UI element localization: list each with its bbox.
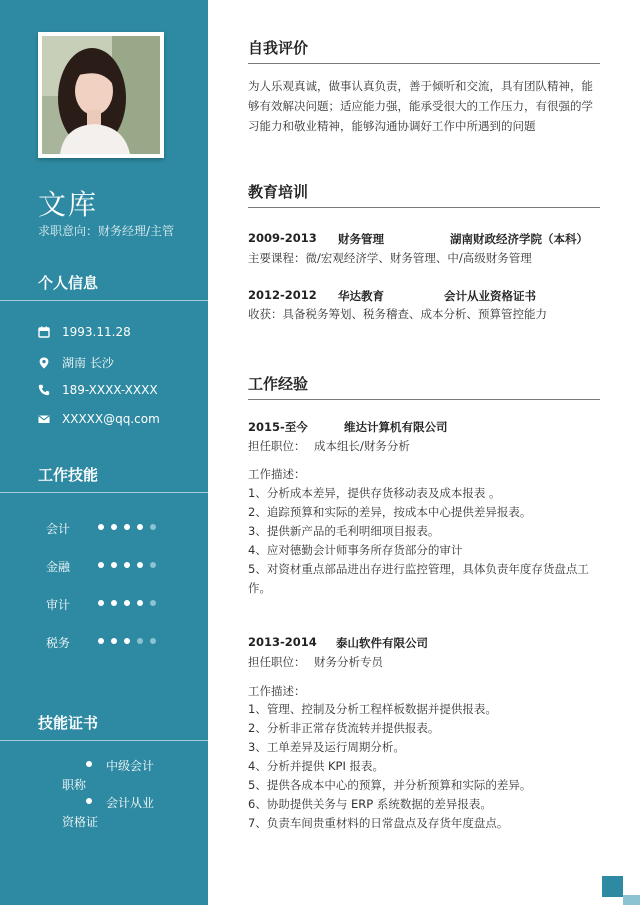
- location-row: [38, 354, 114, 371]
- edu-major: 财务管理: [338, 232, 384, 246]
- job-period: 2013-2014: [248, 635, 317, 649]
- job-intent: 求职意向：财务经理/主管: [38, 224, 175, 238]
- job-duty: 4、分析并提供 KPI 报表。: [248, 759, 384, 773]
- level-dot-filled: [111, 638, 117, 644]
- job-duty: 5、提供各成本中心的预算，并分析预算和实际的差异。: [248, 778, 532, 792]
- job-duty: 5、对资材重点部品进出存进行监控管理，具体负责年度存货盘点工: [248, 562, 589, 576]
- level-dot-filled: [111, 600, 117, 606]
- job-position-label: 担任职位：: [248, 439, 306, 453]
- personal-info-divider: [0, 300, 208, 301]
- job-duty: 2、分析非正常存货流转并提供报表。: [248, 721, 440, 735]
- edu-detail: 主要课程：微/宏观经济学、财务管理、中/高级财务管理: [248, 251, 532, 265]
- job-desc-label: 工作描述：: [248, 684, 306, 698]
- level-dot-filled: [124, 524, 130, 530]
- corner-decoration: [602, 876, 623, 897]
- envelope-icon: [38, 413, 50, 425]
- level-dot-filled: [137, 562, 143, 568]
- self-eval-divider: [248, 63, 600, 64]
- level-dot-filled: [124, 562, 130, 568]
- skill-label: 会计: [46, 522, 71, 536]
- skill-label: 审计: [46, 598, 71, 612]
- job-duty: 3、提供新产品的毛利明细项目报表。: [248, 524, 440, 538]
- work-exp-title: 工作经验: [248, 375, 309, 393]
- main-content: [208, 0, 640, 905]
- level-dot-empty: [150, 600, 156, 606]
- birthday-value: 1993.11.28: [62, 325, 131, 339]
- location-pin-icon: [38, 357, 50, 369]
- job-duty: 6、协助提供关务与 ERP 系统数据的差异报表。: [248, 797, 492, 811]
- work-skills-title: 工作技能: [38, 466, 99, 484]
- level-dot-empty: [150, 638, 156, 644]
- level-dot-filled: [137, 524, 143, 530]
- cert-line1: 会计从业: [106, 796, 155, 810]
- edu-major: 华达教育: [338, 289, 384, 303]
- email-value[interactable]: XXXXX@qq.com: [62, 412, 160, 426]
- job-duty: 2、追踪预算和实际的差异，按成本中心提供差异报表。: [248, 505, 532, 519]
- job-position: 财务分析专员: [314, 655, 383, 669]
- level-dot-filled: [98, 638, 104, 644]
- level-dot-filled: [111, 562, 117, 568]
- job-duty: 1、分析成本差异，提供存货移动表及成本报表 。: [248, 486, 501, 500]
- level-dot-empty: [150, 524, 156, 530]
- cert-bullet: [86, 798, 92, 804]
- cert-line1: 中级会计: [106, 759, 155, 773]
- education-title: 教育培训: [248, 183, 309, 201]
- work-exp-divider: [248, 399, 600, 400]
- self-eval-title: 自我评价: [248, 39, 309, 57]
- job-position-label: 担任职位：: [248, 655, 306, 669]
- skill-label: 税务: [46, 636, 71, 650]
- edu-period: 2012-2012: [248, 288, 317, 302]
- skill-level-dots: [98, 562, 163, 568]
- job-duty: 7、负责车间贵重材料的日常盘点及存货年度盘点。: [248, 816, 509, 830]
- edu-period: 2009-2013: [248, 231, 317, 245]
- calendar-icon: [38, 326, 50, 338]
- job-duty: 1、管理、控制及分析工程样板数据并提供报表。: [248, 702, 497, 716]
- edu-school: 湖南财政经济学院（本科）: [450, 232, 588, 246]
- birthday-row: [38, 325, 131, 339]
- phone-value: 189-XXXX-XXXX: [62, 383, 158, 397]
- level-dot-filled: [137, 600, 143, 606]
- personal-info-title: 个人信息: [38, 274, 99, 292]
- self-eval-text: 为人乐观真诚，做事认真负责，善于倾听和交流，具有团队精神，能够有效解决问题；适应能力强，能承受很大的工作压力，有很强的学习能力和敬业精神，能够沟通协调好工作中所遇到的问题: [248, 79, 593, 133]
- phone-row: [38, 383, 158, 397]
- job-company: 泰山软件有限公司: [336, 636, 428, 650]
- phone-icon: [38, 384, 50, 396]
- edu-detail: 收获：具备税务筹划、税务稽查、成本分析、预算管控能力: [248, 307, 547, 321]
- level-dot-filled: [98, 562, 104, 568]
- candidate-name: 文库: [38, 188, 99, 221]
- level-dot-filled: [124, 600, 130, 606]
- education-divider: [248, 207, 600, 208]
- email-row: [38, 412, 160, 426]
- location-value: 湖南 长沙: [62, 356, 114, 370]
- skill-level-dots: [98, 524, 163, 530]
- skill-level-dots: [98, 600, 163, 606]
- level-dot-filled: [124, 638, 130, 644]
- job-duty: 3、工单差异及运行周期分析。: [248, 740, 405, 754]
- corner-decoration-light: [623, 895, 640, 905]
- cert-bullet: [86, 761, 92, 767]
- level-dot-empty: [137, 638, 143, 644]
- edu-school: 会计从业资格证书: [444, 289, 536, 303]
- job-duty: 作。: [248, 581, 271, 595]
- job-company: 维达计算机有限公司: [344, 420, 448, 434]
- skill-label: 金融: [46, 560, 71, 574]
- level-dot-empty: [150, 562, 156, 568]
- profile-photo: [38, 32, 164, 158]
- job-position: 成本组长/财务分析: [314, 439, 410, 453]
- level-dot-filled: [111, 524, 117, 530]
- certificates-divider: [0, 740, 208, 741]
- work-skills-divider: [0, 492, 208, 493]
- job-duty: 4、应对德勤会计师事务所存货部分的审计: [248, 543, 463, 557]
- cert-line2: 资格证: [62, 815, 99, 829]
- skill-level-dots: [98, 638, 163, 644]
- cert-line2: 职称: [62, 778, 87, 792]
- job-desc-label: 工作描述：: [248, 467, 306, 481]
- level-dot-filled: [98, 524, 104, 530]
- job-period: 2015-至今: [248, 420, 308, 434]
- level-dot-filled: [98, 600, 104, 606]
- certificates-title: 技能证书: [38, 714, 99, 732]
- sidebar: [0, 0, 208, 905]
